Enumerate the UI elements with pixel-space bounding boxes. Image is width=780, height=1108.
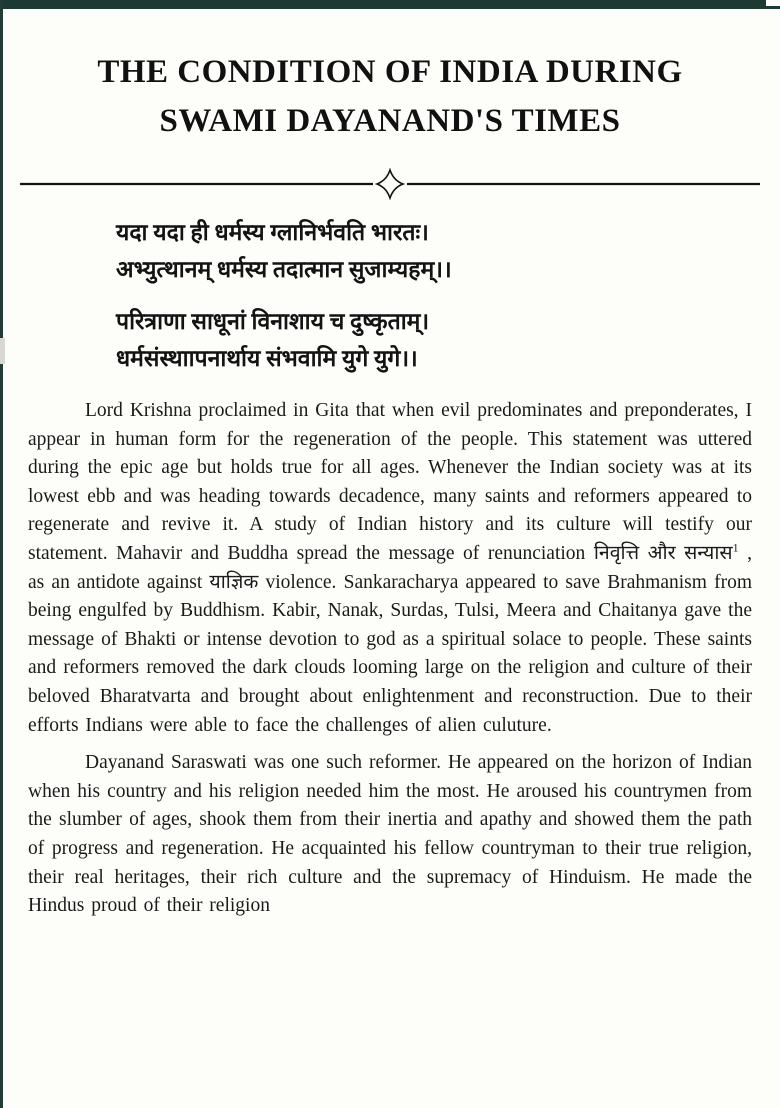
paragraph-1-devanagari-2: याज्ञिक [209, 571, 259, 593]
verse-couplet-2 [116, 303, 780, 377]
paragraph-1-text-b: , as an antidote against [28, 542, 752, 593]
verse-line-3: परित्राणा साधूनां विनाशाय च दुष्कृताम्। [116, 309, 430, 334]
diamond-ornament-icon [377, 170, 403, 198]
paragraph-2: Dayanand Saraswati was one such reformer. He appeared on the horizon of Indian when his country and his religion needed him the most. He aroused his countrymen from the slumber of ages, shook them from their inertia and apathy and showed them the path of progress and regeneration. He acquainted his fellow countryman to their true religion, their real heritages, their rich culture and the supremacy of Hinduism. He made the Hindus proud of their religion [28, 752, 752, 917]
scan-edge-left [0, 0, 3, 1108]
paragraph-1-text-a: Lord Krishna proclaimed in Gita that when evil predominates and preponderates, I appear in human form for the regeneration of the people. This statement was uttered during the epic age but holds true for all ages. Whenever the Indian society was at its lowest ebb and was heading towards decadence, many saints and reformers appeared to regenerate and revive it. A study of Indian history and its culture will testify our statement. Mahavir and Buddha spread the message of renunciation [28, 400, 752, 564]
scan-edge-top-right-gap [766, 0, 780, 6]
body-text [28, 397, 752, 921]
title-divider [18, 168, 762, 200]
scan-edge-top [0, 0, 780, 9]
paragraph-1-text-c: violence. Sankaracharya appeared to save Brahmanism from being engulfed by Buddhism. Kabir, Nanak, Surdas, Tulsi, Meera and Chaitanya gave the message of Bhakti or intense devotion to god as a spiritual solace to people. These saints and reformers removed the dark clouds looming large on the religion and culture of their beloved Bharatvarta and brought about enlightenment and reconstruction. Due to their efforts Indians were able to face the challenges of alien culuture. [28, 571, 752, 736]
verse-line-1: यदा यदा ही धर्मस्य ग्लानिर्भवति भारतः। [116, 220, 429, 245]
footnote-marker-1: 1 [732, 540, 739, 555]
paragraph-1 [28, 397, 752, 740]
sanskrit-verse-block [116, 214, 780, 377]
verse-line-4: धर्मसंस्थाापनार्थाय संभवामि युगे युगे।। [116, 346, 418, 371]
page-title-line-1: THE CONDITION OF INDIA DURING [97, 54, 683, 90]
paragraph-1-devanagari-1: निवृत्ति और सन्यास [593, 542, 733, 564]
page-title [0, 48, 780, 146]
scan-edge-notch [0, 338, 5, 364]
verse-line-2: अभ्युत्थानम् धर्मस्य तदात्मान सुजाम्यहम्।। [116, 257, 452, 282]
verse-couplet-1 [116, 214, 780, 288]
page-title-line-2: SWAMI DAYANAND'S TIMES [159, 103, 621, 139]
